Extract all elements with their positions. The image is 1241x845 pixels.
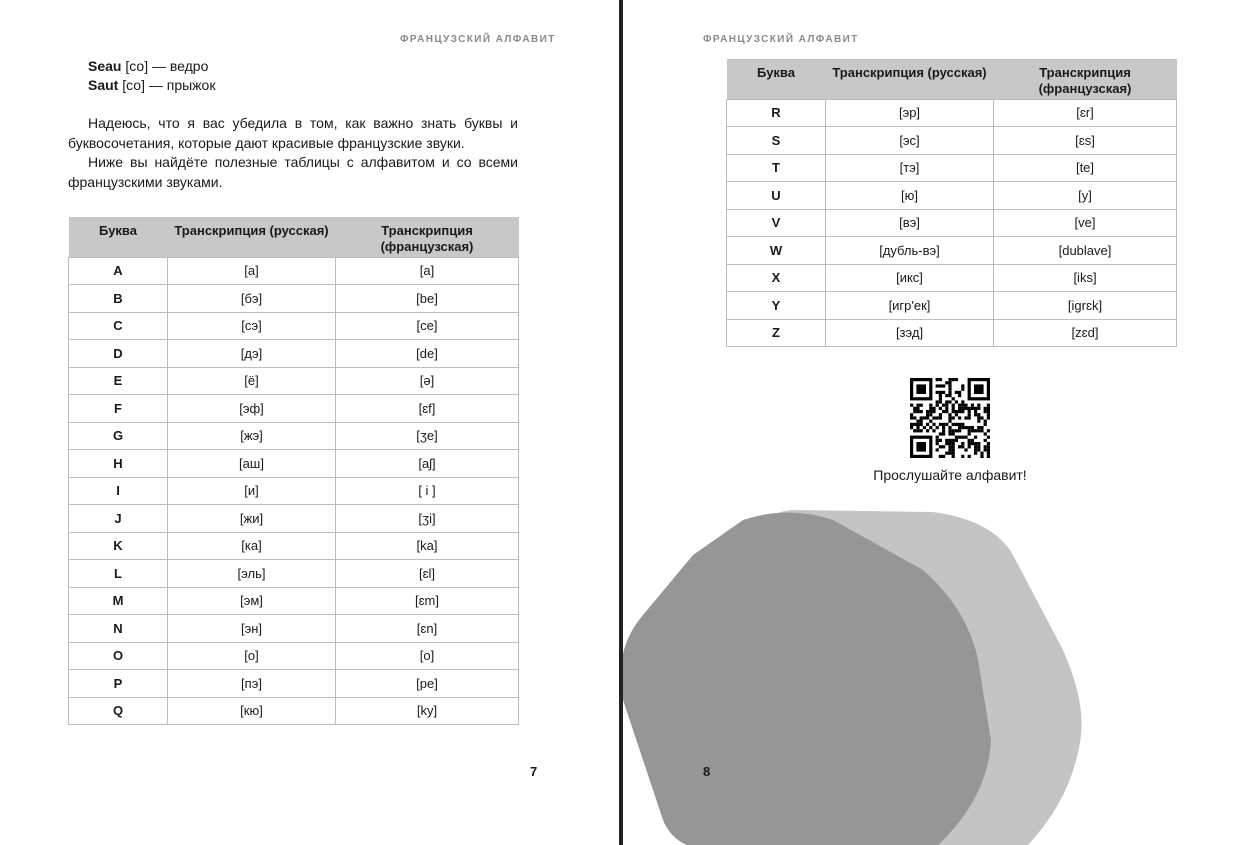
table-row [69,477,519,505]
table-row [727,127,1177,155]
russian-transcription-cell: [ю] [826,182,994,210]
qr-caption: Прослушайте алфавит! [873,467,1027,483]
table-row [69,367,519,395]
letter-cell: U [727,182,826,210]
russian-transcription-cell: [эр] [826,99,994,127]
letter-cell: R [727,99,826,127]
french-transcription-cell: [o] [336,642,519,670]
letter-cell: I [69,477,168,505]
table-row [69,312,519,340]
table-row [69,532,519,560]
table-row [727,292,1177,320]
russian-transcription-cell: [жи] [168,505,336,533]
russian-transcription-cell: [зэд] [826,319,994,347]
russian-transcription-cell: [игр'ек] [826,292,994,320]
letter-cell: H [69,450,168,478]
french-transcription-cell: [dublаve] [994,237,1177,265]
french-transcription-cell: [ʒe] [336,422,519,450]
table-row [69,257,519,285]
example-words [88,57,215,95]
letter-cell: V [727,209,826,237]
header-russian-transcription: Транскрипция (русская) [168,217,336,257]
russian-transcription-cell: [и] [168,477,336,505]
paragraph: Ниже вы найдёте полезные таблицы с алфавитом и со всеми французскими звуками. [68,154,518,190]
example-line [88,76,215,95]
french-transcription-cell: [igrɛk] [994,292,1177,320]
french-transcription-cell: [ɛl] [336,560,519,588]
table-row [727,209,1177,237]
example-line [88,57,215,76]
table-row [727,264,1177,292]
letter-cell: B [69,285,168,313]
french-transcription-cell: [a] [336,257,519,285]
french-transcription-cell: [te] [994,154,1177,182]
table-row [69,450,519,478]
french-transcription-cell: [ka] [336,532,519,560]
french-transcription-cell: [de] [336,340,519,368]
russian-transcription-cell: [дубль-вэ] [826,237,994,265]
letter-cell: W [727,237,826,265]
french-transcription-cell: [iks] [994,264,1177,292]
russian-transcription-cell: [вэ] [826,209,994,237]
french-transcription-cell: [ky] [336,697,519,725]
letter-cell: E [69,367,168,395]
header-letter: Буква [727,59,826,99]
letter-cell: J [69,505,168,533]
russian-transcription-cell: [бэ] [168,285,336,313]
russian-transcription-cell: [кю] [168,697,336,725]
russian-transcription-cell: [тэ] [826,154,994,182]
letter-cell: N [69,615,168,643]
letter-cell: A [69,257,168,285]
example-translation: [со] — ведро [121,58,209,74]
french-transcription-cell: [y] [994,182,1177,210]
letter-cell: X [727,264,826,292]
running-header: ФРАНЦУЗСКИЙ АЛФАВИТ [400,34,556,45]
header-letter: Буква [69,217,168,257]
page-number: 7 [530,764,538,779]
russian-transcription-cell: [о] [168,642,336,670]
header-russian-transcription: Транскрипция (русская) [826,59,994,99]
russian-transcription-cell: [эф] [168,395,336,423]
french-transcription-cell: [be] [336,285,519,313]
russian-transcription-cell: [жэ] [168,422,336,450]
letter-cell: S [727,127,826,155]
table-header-row [69,217,519,257]
russian-transcription-cell: [эм] [168,587,336,615]
letter-cell: Y [727,292,826,320]
french-transcription-cell: [ce] [336,312,519,340]
letter-cell: K [69,532,168,560]
french-transcription-cell: [ə] [336,367,519,395]
table-row [727,182,1177,210]
french-transcription-cell: [ɛn] [336,615,519,643]
french-transcription-cell: [ɛr] [994,99,1177,127]
table-row [69,615,519,643]
french-transcription-cell: [ɛm] [336,587,519,615]
page-number: 8 [703,764,711,779]
table-row [727,154,1177,182]
russian-transcription-cell: [эс] [826,127,994,155]
table-row [69,697,519,725]
example-translation: [со] — прыжок [118,77,216,93]
letter-cell: M [69,587,168,615]
letter-cell: Q [69,697,168,725]
header-french-transcription: Транскрипция (французская) [336,217,519,257]
letter-cell: F [69,395,168,423]
table-row [69,505,519,533]
right-page [623,0,1241,845]
letter-cell: D [69,340,168,368]
left-page [0,0,620,845]
alphabet-table-a-q [68,217,519,725]
french-transcription-cell: [pe] [336,670,519,698]
table-row [69,670,519,698]
alphabet-table-r-z [726,59,1177,347]
running-header: ФРАНЦУЗСКИЙ АЛФАВИТ [703,34,859,45]
letter-cell: L [69,560,168,588]
french-transcription-cell: [ i ] [336,477,519,505]
table-row [727,319,1177,347]
table-row [727,237,1177,265]
table-row [69,422,519,450]
russian-transcription-cell: [ка] [168,532,336,560]
letter-cell: G [69,422,168,450]
russian-transcription-cell: [эль] [168,560,336,588]
header-french-transcription: Транскрипция (французская) [994,59,1177,99]
russian-transcription-cell: [эн] [168,615,336,643]
table-row [727,99,1177,127]
letter-cell: C [69,312,168,340]
letter-cell: O [69,642,168,670]
table-row [69,395,519,423]
french-transcription-cell: [ʒi] [336,505,519,533]
qr-code-icon[interactable] [910,378,990,458]
french-transcription-cell: [ve] [994,209,1177,237]
russian-transcription-cell: [сэ] [168,312,336,340]
french-transcription-cell: [ɛf] [336,395,519,423]
russian-transcription-cell: [дэ] [168,340,336,368]
russian-transcription-cell: [ё] [168,367,336,395]
letter-cell: T [727,154,826,182]
french-transcription-cell: [ɛs] [994,127,1177,155]
russian-transcription-cell: [пэ] [168,670,336,698]
french-transcription-cell: [aʃ] [336,450,519,478]
intro-paragraphs [68,114,518,192]
table-header-row [727,59,1177,99]
table-row [69,587,519,615]
table-row [69,642,519,670]
table-row [69,560,519,588]
russian-transcription-cell: [а] [168,257,336,285]
russian-transcription-cell: [аш] [168,450,336,478]
paragraph: Надеюсь, что я вас убедила в том, как важно знать буквы и буквосочетания, которые дают красивые французские звуки. [68,115,518,151]
letter-cell: P [69,670,168,698]
table-row [69,285,519,313]
letter-cell: Z [727,319,826,347]
example-word: Seau [88,58,122,74]
table-row [69,340,519,368]
french-transcription-cell: [zɛd] [994,319,1177,347]
example-word: Saut [88,77,119,93]
russian-transcription-cell: [икс] [826,264,994,292]
